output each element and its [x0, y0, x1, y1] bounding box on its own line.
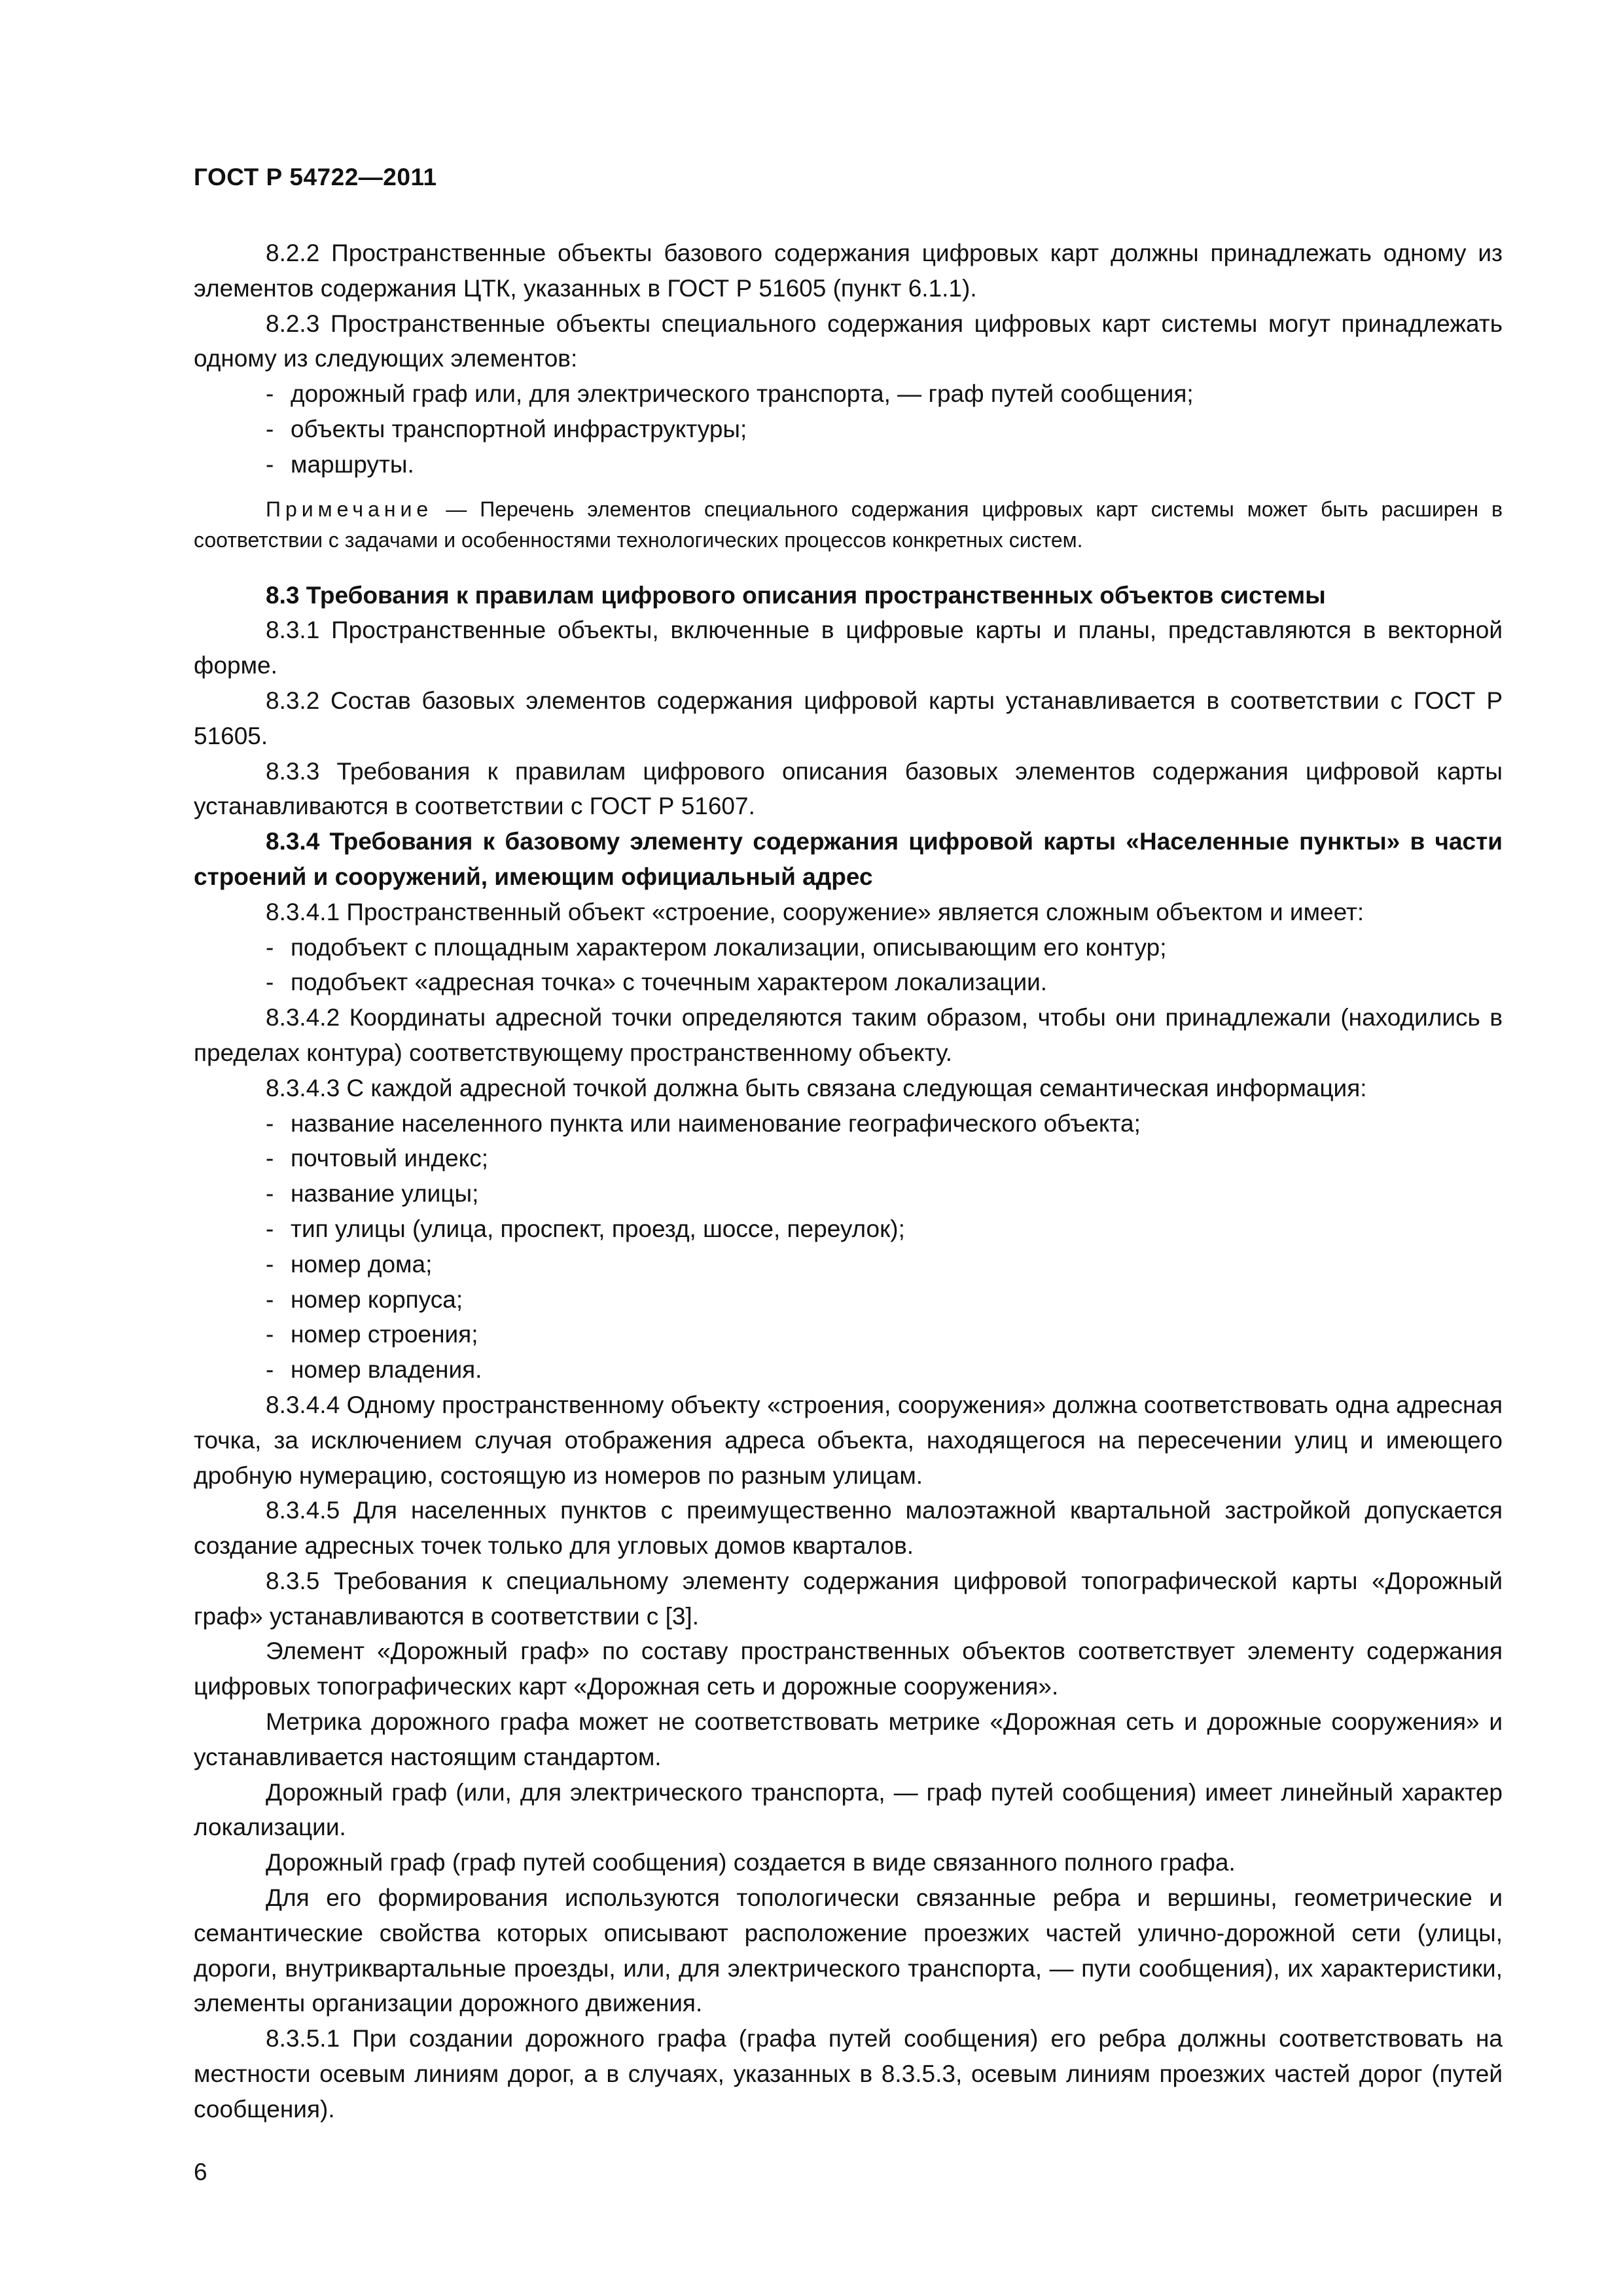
- document-page: [194, 0, 1503, 2296]
- paragraph-road-graph-element: Элемент «Дорожный граф» по составу пространственных объектов соответствует элементу содержания цифровых топографических карт «Дорожная сеть и дорожные сооружения».: [194, 1638, 1503, 1700]
- document-header: ГОСТ Р 54722—2011: [194, 164, 437, 190]
- paragraph-road-graph-metric: Метрика дорожного графа может не соответствовать метрике «Дорожная сеть и дорожные сооружения» и устанавливается настоящим стандартом.: [194, 1708, 1503, 1770]
- section-heading-8-3-4: 8.3.4 Требования к базовому элементу содержания цифровой карты «Населенные пункты» в части строений и сооружений, имеющим официальный адрес: [194, 828, 1503, 890]
- paragraph-8-3-4-1: 8.3.4.1 Пространственный объект «строение, сооружение» является сложным объектом и имеет:: [266, 898, 1364, 925]
- list-item: - название населенного пункта или наименование географического объекта;: [266, 1109, 1141, 1137]
- section-heading-8-3: 8.3 Требования к правилам цифрового описания пространственных объектов системы: [266, 581, 1326, 609]
- paragraph-8-2-2: 8.2.2 Пространственные объекты базового содержания цифровых карт должны принадлежать одному из элементов содержания ЦТК, указанных в ГОСТ Р 51605 (пункт 6.1.1).: [194, 240, 1503, 302]
- list-item: - подобъект с площадным характером локализации, описывающим его контур;: [266, 933, 1167, 961]
- list-item: - номер корпуса;: [266, 1285, 463, 1313]
- paragraph-road-graph-full: Дорожный граф (граф путей сообщения) создается в виде связанного полного графа.: [266, 1849, 1236, 1876]
- list-item: - номер строения;: [266, 1321, 478, 1348]
- page-number: 6: [194, 2159, 207, 2185]
- paragraph-8-3-1: 8.3.1 Пространственные объекты, включенные в цифровые карты и планы, представляются в векторной форме.: [194, 617, 1503, 679]
- paragraph-8-2-3: 8.2.3 Пространственные объекты специального содержания цифровых карт системы могут принадлежать одному из следующих элементов:: [194, 310, 1503, 372]
- list-item: - название улицы;: [266, 1180, 479, 1208]
- note-text: — Перечень элементов специального содержания цифровых карт системы может быть расширен в соответствии с задачами и особенностями технологических процессов конкретных систем.: [194, 497, 1503, 552]
- paragraph-8-3-2: 8.3.2 Состав базовых элементов содержания цифровой карты устанавливается в соответствии с ГОСТ Р 51605.: [194, 687, 1503, 749]
- list-item: - маршруты.: [266, 450, 414, 478]
- paragraph-8-3-4-5: 8.3.4.5 Для населенных пунктов с преимущественно малоэтажной квартальной застройкой допускается создание адресных точек только для угловых домов кварталов.: [194, 1497, 1503, 1560]
- list-item: - номер владения.: [266, 1356, 482, 1384]
- document-body: [194, 236, 1503, 2127]
- paragraph-8-3-5: 8.3.5 Требования к специальному элементу содержания цифровой топографической карты «Дорожный граф» устанавливаются в соответствии с [3].: [194, 1567, 1503, 1630]
- list-item: - номер дома;: [266, 1250, 433, 1278]
- list-item: - дорожный граф или, для электрического транспорта, — граф путей сообщения;: [266, 380, 1194, 408]
- paragraph-8-3-3: 8.3.3 Требования к правилам цифрового описания базовых элементов содержания цифровой карты устанавливаются в соответствии с ГОСТ Р 51607.: [194, 757, 1503, 820]
- paragraph-road-graph-linear: Дорожный граф (или, для электрического транспорта, — граф путей сообщения) имеет линейный характер локализации.: [194, 1778, 1503, 1841]
- note-paragraph: [194, 494, 1503, 556]
- list-item: - объекты транспортной инфраструктуры;: [266, 415, 747, 442]
- list-item: - тип улицы (улица, проспект, проезд, шоссе, переулок);: [266, 1215, 905, 1242]
- paragraph-8-3-4-4: 8.3.4.4 Одному пространственному объекту «строения, сооружения» должна соответствовать одна адресная точка, за исключением случая отображения адреса объекта, находящегося на пересечении улиц и имеющего дробную нумерацию, состоящую из номеров по разным улицам.: [194, 1391, 1503, 1489]
- paragraph-8-3-4-3: 8.3.4.3 С каждой адресной точкой должна быть связана следующая семантическая информация:: [266, 1074, 1367, 1102]
- paragraph-road-graph-forming: Для его формирования используются топологически связанные ребра и вершины, геометрические и семантические свойства которых описывают расположение проезжих частей улично-дорожной сети (улицы, дороги, внутриквартальные проезды, или, для электрического транспорта, — пути сообщения), их характеристики, элементы организации дорожного движения.: [194, 1884, 1503, 2017]
- list-item: - подобъект «адресная точка» с точечным характером локализации.: [266, 969, 1048, 996]
- note-label: Примечание: [266, 497, 433, 521]
- list-item: - почтовый индекс;: [266, 1145, 489, 1172]
- paragraph-8-3-4-2: 8.3.4.2 Координаты адресной точки определяются таким образом, чтобы они принадлежали (находились в пределах контура) соответствующему пространственному объекту.: [194, 1004, 1503, 1066]
- paragraph-8-3-5-1: 8.3.5.1 При создании дорожного графа (графа путей сообщения) его ребра должны соответствовать на местности осевым линиям дорог, а в случаях, указанных в 8.3.5.3, осевым линиям проезжих частей дорог (путей сообщения).: [194, 2025, 1503, 2123]
